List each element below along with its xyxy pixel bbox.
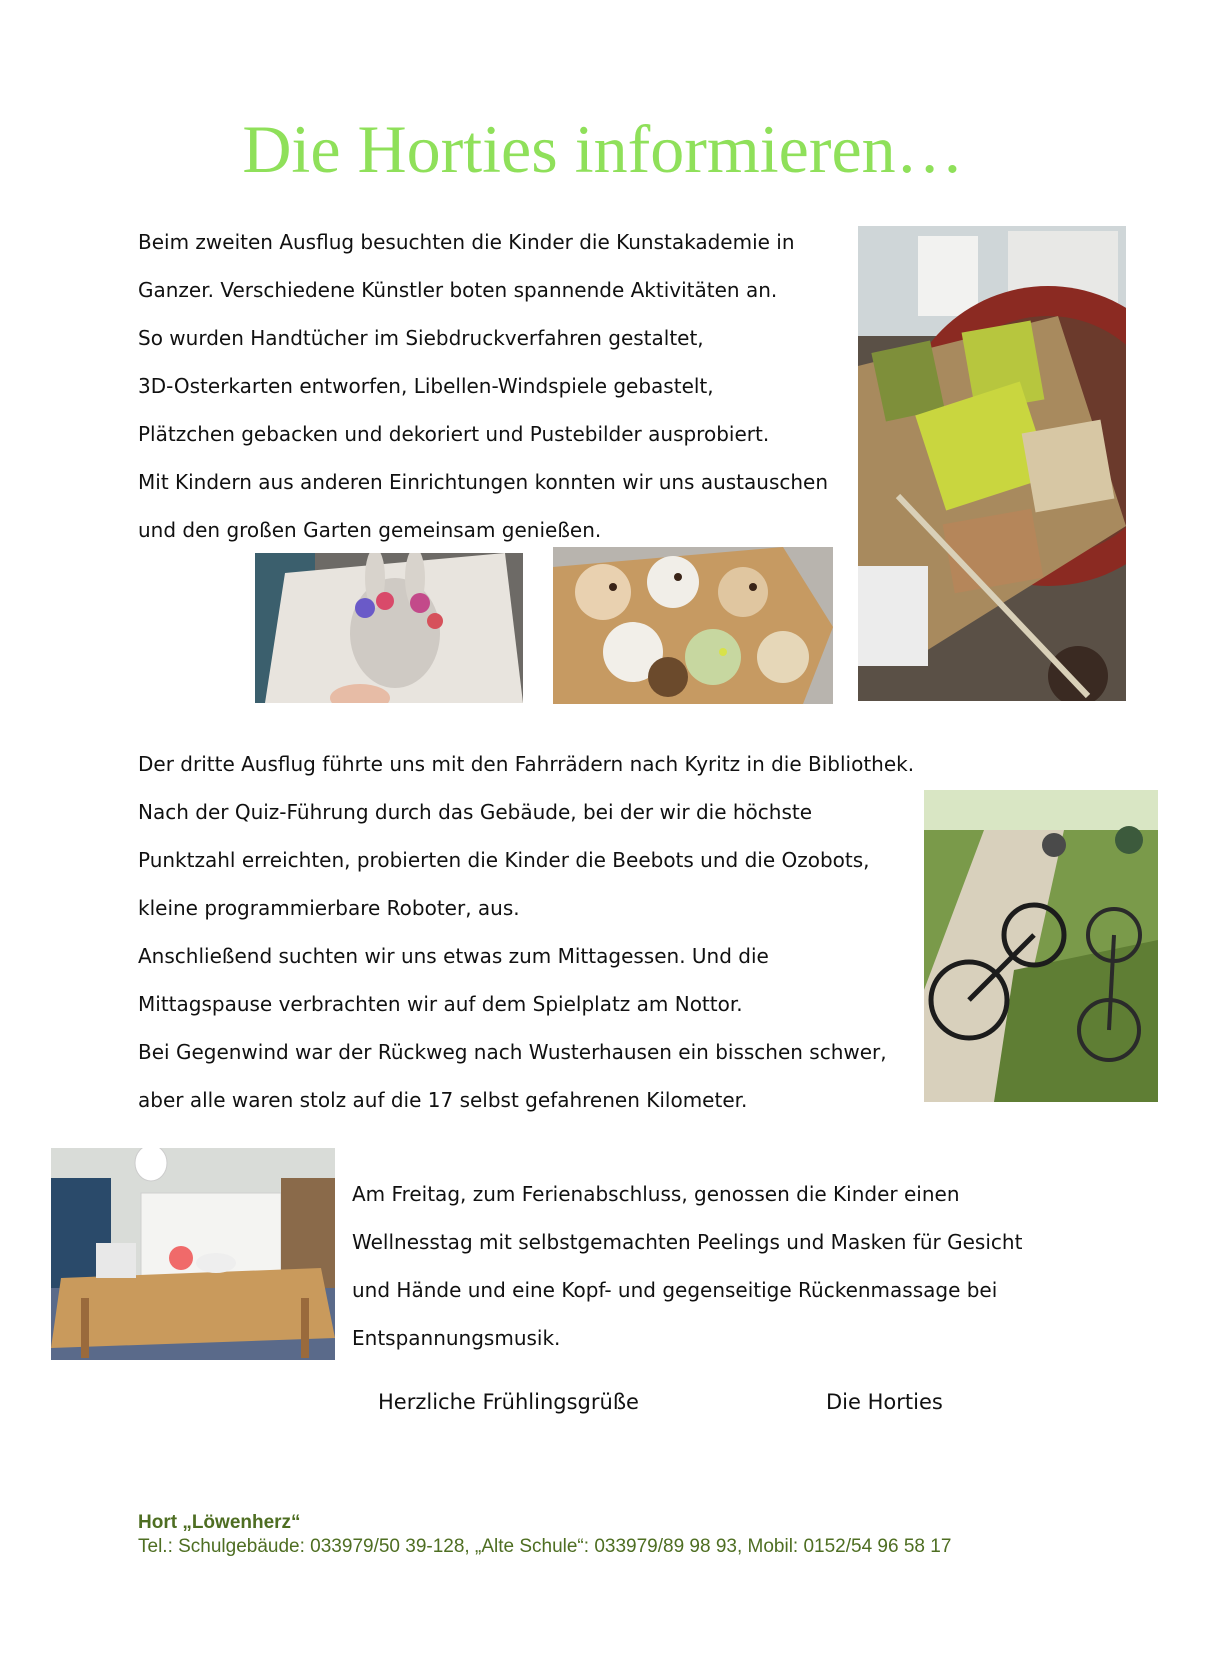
photo-decorated-cookies [553,547,833,704]
photo-bunny-drawing [255,553,523,703]
photo-easter-crafts [858,226,1126,701]
text-line: und den großen Garten gemeinsam genießen. [138,518,602,542]
footer [138,1512,951,1558]
text-line: So wurden Handtücher im Siebdruckverfahren gestaltet, [138,326,704,350]
text-line: aber alle waren stolz auf die 17 selbst gefahrenen Kilometer. [138,1088,748,1112]
section-3-text [352,1170,1022,1362]
text-line: Mit Kindern aus anderen Einrichtungen konnten wir uns austauschen [138,470,829,494]
text-line: Der dritte Ausflug führte uns mit den Fahrrädern nach Kyritz in die Bibliothek. [138,752,915,776]
text-line: Nach der Quiz-Führung durch das Gebäude, bei der wir die höchste [138,800,813,824]
photo-wellness-room [51,1148,335,1360]
section-1-text [138,218,828,554]
photo-bicycles [924,790,1158,1102]
text-line: Bei Gegenwind war der Rückweg nach Wusterhausen ein bisschen schwer, [138,1040,887,1064]
section-2-text [138,740,914,1124]
text-line: Entspannungsmusik. [352,1326,561,1350]
page-title: Die Horties informieren… [242,111,964,187]
footer-contact-phones: Tel.: Schulgebäude: 033979/50 39-128, „Alte Schule“: 033979/89 98 93, Mobil: 0152/54 96 58 17 [138,1536,952,1557]
text-line: Ganzer. Verschiedene Künstler boten spannende Aktivitäten an. [138,278,778,302]
text-line: Am Freitag, zum Ferienabschluss, genossen die Kinder einen [352,1182,960,1206]
footer-organization-name: Hort „Löwenherz“ [138,1512,301,1533]
closing-signature: Die Horties [826,1390,943,1414]
text-line: und Hände und eine Kopf- und gegenseitige Rückenmassage bei [352,1278,998,1302]
text-line: kleine programmierbare Roboter, aus. [138,896,520,920]
text-line: Mittagspause verbrachten wir auf dem Spielplatz am Nottor. [138,992,743,1016]
text-line: Punktzahl erreichten, probierten die Kinder die Beebots und die Ozobots, [138,848,870,872]
text-line: Anschließend suchten wir uns etwas zum Mittagessen. Und die [138,944,769,968]
text-line: Beim zweiten Ausflug besuchten die Kinder die Kunstakademie in [138,230,795,254]
closing-greeting: Herzliche Frühlingsgrüße [378,1390,639,1414]
text-line: Plätzchen gebacken und dekoriert und Pustebilder ausprobiert. [138,422,770,446]
text-line: 3D-Osterkarten entworfen, Libellen-Windspiele gebastelt, [138,374,714,398]
text-line: Wellnesstag mit selbstgemachten Peelings und Masken für Gesicht [352,1230,1023,1254]
